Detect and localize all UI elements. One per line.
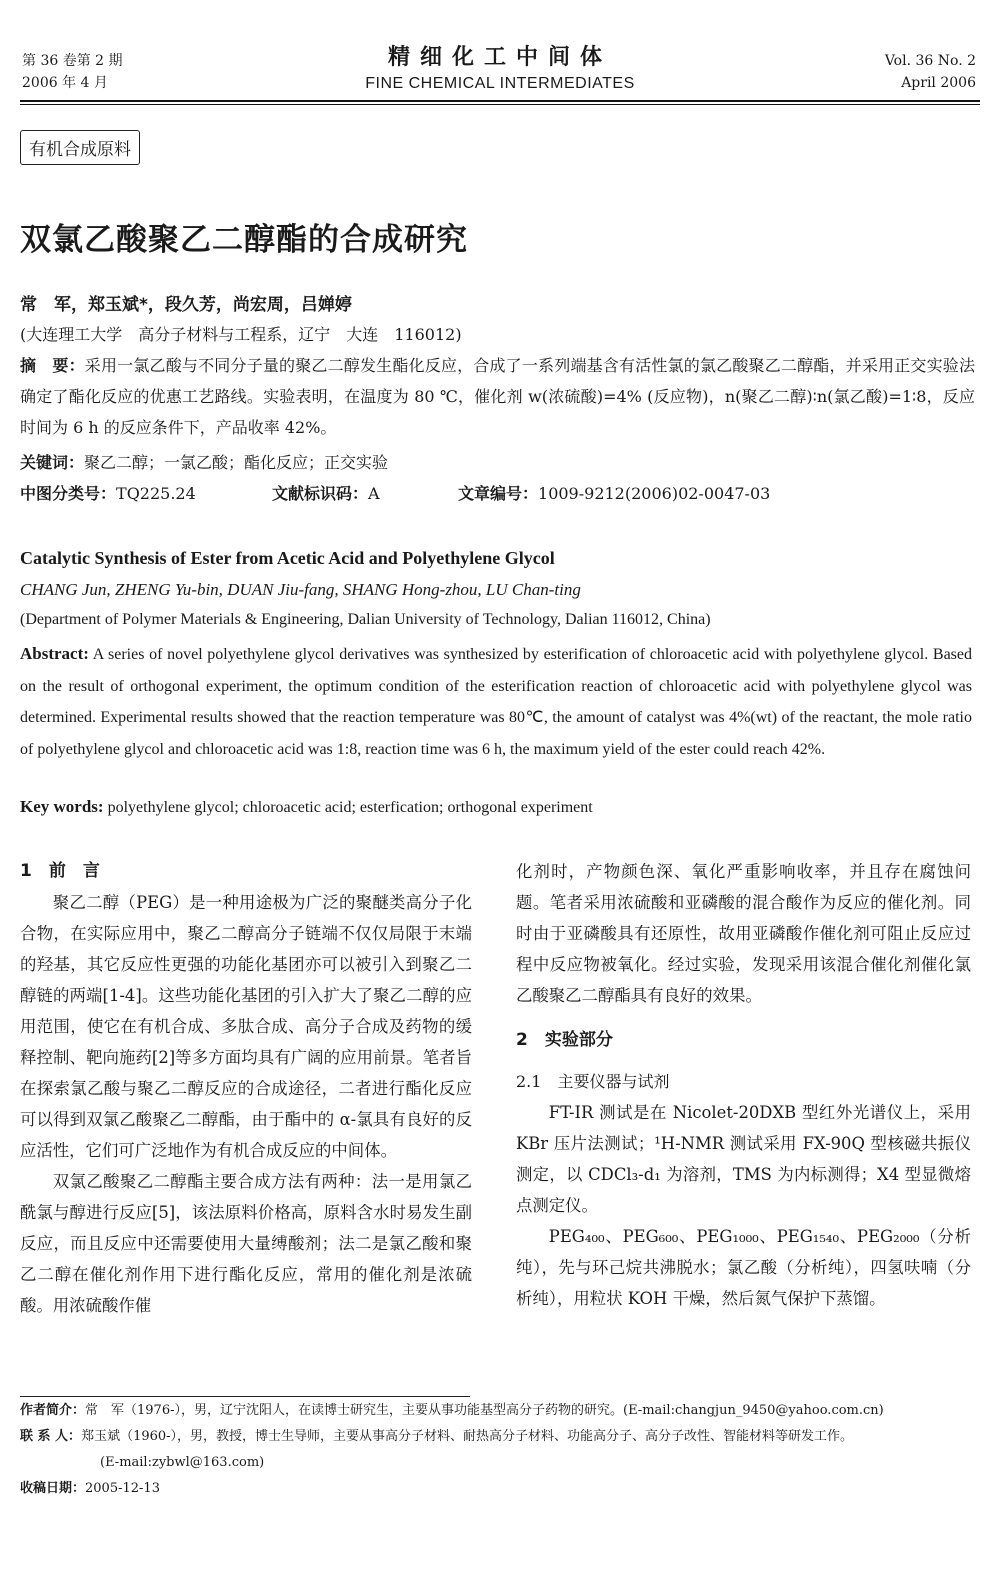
authors-en: CHANG Jun, ZHENG Yu-bin, DUAN Jiu-fang, SHANG Hong-zhou, LU Chan-ting <box>20 580 581 599</box>
authors-cn: 常 军，郑玉斌*，段久芳，尚宏周，吕婵婷 <box>20 295 352 315</box>
abstract-en <box>20 638 972 765</box>
date-en: April 2006 <box>901 75 976 91</box>
section-1-paragraph-2: 双氯乙酸聚乙二醇酯主要合成方法有两种：法一是用氯乙酰氯与醇进行反应[5]，该法原料价格高，原料含水时易发生副反应，而且反应中还需要使用大量缚酸剂；法二是氯乙酸和聚乙二醇在催化剂作用下进行酯化反应，常用的催化剂是浓硫酸。用浓硫酸作催 <box>20 1172 472 1315</box>
body-column-right <box>516 856 971 1314</box>
keywords-cn-text: 聚乙二醇；一氯乙酸；酯化反应；正交实验 <box>84 453 389 472</box>
issue-info-left <box>22 50 123 94</box>
affiliation-cn: (大连理工大学 高分子材料与工程系，辽宁 大连 116012) <box>20 325 462 344</box>
keywords-cn <box>20 450 388 473</box>
section-2-heading: 2 实验部分 <box>516 1030 613 1050</box>
clc-code: 中图分类号：TQ225.24 <box>20 484 196 503</box>
abstract-cn <box>20 350 975 443</box>
journal-name-cn: 精细化工中间体 <box>387 45 612 70</box>
keywords-en-label: Key words: <box>20 797 104 816</box>
issue-info-right <box>885 50 976 94</box>
header-rule-thin <box>20 104 980 105</box>
keywords-en-text: polyethylene glycol; chloroacetic acid; esterfication; orthogonal experiment <box>107 799 593 816</box>
title-cn: 双氯乙酸聚乙二醇酯的合成研究 <box>20 222 468 258</box>
section-2-1-paragraph-1: FT-IR 测试是在 Nicolet-20DXB 型红外光谱仪上，采用 KBr 压片法测试；¹H-NMR 测试采用 FX-90Q 型核磁共振仪测定，以 CDCl₃-d₁ 为溶剂，TMS 为内标测得；X4 型显微熔点测定仪。 <box>516 1103 971 1215</box>
body-column-left <box>20 856 472 1321</box>
document-code: 文献标识码：A <box>272 484 380 503</box>
abstract-en-text: A series of novel polyethylene glycol derivatives was synthesized by esterification of chloroacetic acid with polyethylene glycol. Based on the result of orthogonal experiment, the optimum condition of the esterification reaction of chloroacetic acid with polyethylene glycol was determined. Experimental results showed that the reaction temperature was 80℃, the amount of catalyst was 4%(wt) of the reactant, the mole ratio of polyethylene glycol and chloroacetic acid was 1:8, reaction time was 6 h, the maximum yield of the ester could reach 42%. <box>20 646 972 758</box>
affiliation-en: (Department of Polymer Materials & Engineering, Dalian University of Technology, Dalian 116012, China) <box>20 611 711 628</box>
article-number: 文章编号：1009-9212(2006)02-0047-03 <box>458 484 771 503</box>
footnote-received: 收稿日期：2005-12-13 <box>20 1481 160 1496</box>
keywords-cn-label: 关键词： <box>20 453 85 472</box>
section-1-paragraph-1: 聚乙二醇（PEG）是一种用途极为广泛的聚醚类高分子化合物，在实际应用中，聚乙二醇高分子链端不仅仅局限于末端的羟基，其它反应性更强的功能化基团亦可以被引入到聚乙二醇链的两端[1-4]。这些功能化基团的引入扩大了聚乙二醇的应用范围，使它在有机合成、多肽合成、高分子合成及药物的缓释控制、靶向施药[2]等多方面均具有广阔的应用前景。笔者旨在探索氯乙酸与聚乙二醇反应的合成途径，二者进行酯化反应可以得到双氯乙酸聚乙二醇酯，由于酯中的 α-氯具有良好的反应活性，它们可广泛地作为有机合成反应的中间体。 <box>20 893 472 1160</box>
footnote-author: 作者简介：常 军（1976-），男，辽宁沈阳人，在读博士研究生，主要从事功能基型高分子药物的研究。(E-mail:changjun_9450@yahoo.com.cn) <box>20 1403 884 1418</box>
section-1-heading: 1 前 言 <box>20 861 100 881</box>
footnote-contact-email: (E-mail:zybwl@163.com) <box>100 1455 265 1470</box>
volume-issue-en: Vol. 36 No. 2 <box>884 53 976 69</box>
footnote-rule <box>20 1396 470 1397</box>
section-2-1-heading: 2.1 主要仪器与试剂 <box>516 1072 670 1091</box>
date-cn: 2006 年 4 月 <box>22 75 108 91</box>
keywords-en <box>20 797 593 817</box>
section-1-paragraph-2-continued: 化剂时，产物颜色深、氧化严重影响收率，并且存在腐蚀问题。笔者采用浓硫酸和亚磷酸的混合酸作为反应的催化剂。同时由于亚磷酸具有还原性，故用亚磷酸作催化剂可阻止反应过程中反应物被氧化。经过实验，发现采用该混合催化剂催化氯乙酸聚乙二醇酯具有良好的效果。 <box>516 862 971 1005</box>
abstract-en-label: Abstract: <box>20 644 89 663</box>
section-tag: 有机合成原料 <box>20 130 140 165</box>
footnote-contact: 联 系 人：郑玉斌（1960-），男，教授，博士生导师，主要从事高分子材料、耐热高分子材料、功能高分子、高分子改性、智能材料等研发工作。 <box>20 1429 854 1444</box>
abstract-cn-text: 采用一氯乙酸与不同分子量的聚乙二醇发生酯化反应，合成了一系列端基含有活性氯的氯乙酸聚乙二醇酯，并采用正交实验法确定了酯化反应的优惠工艺路线。实验表明，在温度为 80 ℃，催化剂 w(浓硫酸)=4% (反应物)，n(聚乙二醇)∶n(氯乙酸)=1∶8，反应时间为 6 h 的反应条件下，产品收率 42%。 <box>20 356 975 437</box>
title-en: Catalytic Synthesis of Ester from Acetic Acid and Polyethylene Glycol <box>20 548 555 568</box>
volume-issue-cn: 第 36 卷第 2 期 <box>22 53 123 69</box>
section-2-1-paragraph-2: PEG₄₀₀、PEG₆₀₀、PEG₁₀₀₀、PEG₁₅₄₀、PEG₂₀₀₀（分析纯），先与环己烷共沸脱水；氯乙酸（分析纯），四氢呋喃（分析纯），用粒状 KOH 干燥，然后氮气保护下蒸馏。 <box>516 1227 971 1308</box>
header-rule <box>20 100 980 102</box>
journal-header <box>300 40 700 93</box>
abstract-cn-label: 摘 要： <box>20 356 85 375</box>
journal-name-en: FINE CHEMICAL INTERMEDIATES <box>365 75 635 92</box>
